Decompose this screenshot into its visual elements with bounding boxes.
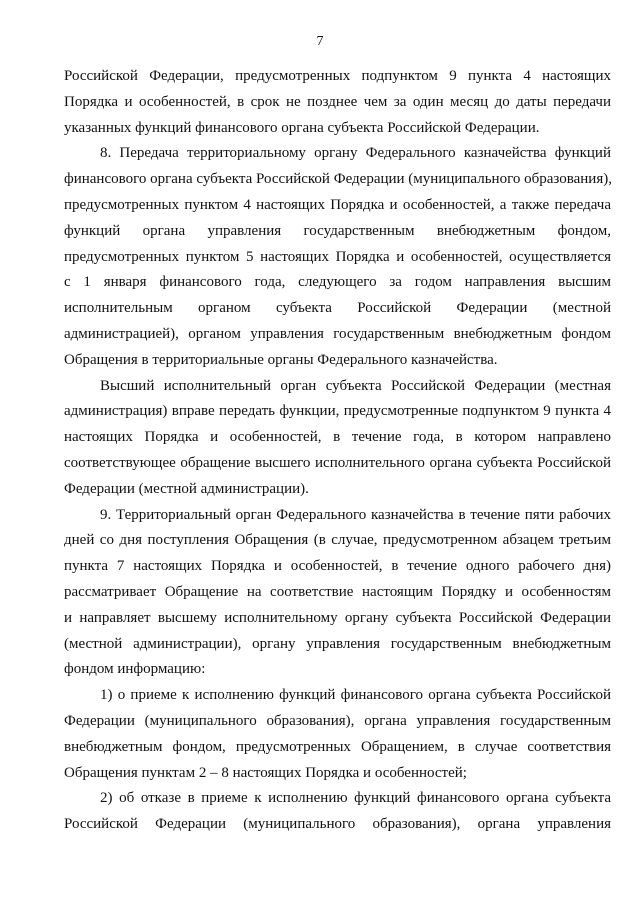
- text-line: Обращения пунктам 2 – 8 настоящих Порядка и особенностей;: [64, 764, 467, 781]
- text-line: 1) о приеме к исполнению функций финансового органа субъекта Российской: [100, 687, 611, 704]
- paragraph-subitem-1: [64, 683, 611, 786]
- paragraph-item-8: [64, 141, 611, 373]
- text-line: указанных функций финансового органа субъекта Российской Федерации.: [64, 119, 540, 136]
- text-line: и направляет высшему исполнительному органу субъекта Российской Федерации: [64, 609, 611, 626]
- text-line: администрацией), органом управления государственным внебюджетным фондом: [64, 325, 611, 342]
- text-line: Обращения в территориальные органы Федерального казначейства.: [64, 351, 498, 368]
- text-line: фондом информацию:: [64, 661, 206, 678]
- text-line: пункта 7 настоящих Порядка и особенностей, в течение одного рабочего дня): [64, 558, 611, 575]
- text-line: 2) об отказе в приеме к исполнению функций финансового органа субъекта: [100, 790, 611, 807]
- text-line: 9. Территориальный орган Федерального казначейства в течение пяти рабочих: [100, 506, 611, 523]
- text-line: с 1 января финансового года, следующего за годом направления высшим: [64, 274, 611, 291]
- text-line: финансового органа субъекта Российской Федерации (муниципального образования),: [64, 171, 612, 188]
- text-line: Порядка и особенностей, в срок не позднее чем за один месяц до даты передачи: [64, 93, 611, 110]
- text-line: предусмотренных пунктом 4 настоящих Порядка и особенностей, а также передача: [64, 196, 611, 213]
- text-line: Федерации (местной администрации).: [64, 480, 309, 497]
- paragraph-continuation: [64, 64, 611, 141]
- text-line: соответствующее обращение высшего исполнительного органа субъекта Российской: [64, 454, 611, 471]
- text-line: предусмотренных пунктом 5 настоящих Порядка и особенностей, осуществляется: [64, 248, 611, 265]
- document-body: [64, 64, 611, 838]
- text-line: (местной администрации), органу управления государственным внебюджетным: [64, 635, 611, 652]
- text-line: внебюджетным фондом, предусмотренных Обращением, в случае соответствия: [64, 738, 611, 755]
- text-line: 8. Передача территориальному органу Федерального казначейства функций: [100, 145, 611, 162]
- text-line: Российской Федерации (муниципального образования), органа управления: [64, 816, 611, 833]
- text-line: администрация) вправе передать функции, предусмотренные подпунктом 9 пункта 4: [64, 403, 611, 420]
- text-line: Высший исполнительный орган субъекта Российской Федерации (местная: [100, 377, 611, 394]
- text-line: Федерации (муниципального образования), органа управления государственным: [64, 712, 611, 729]
- paragraph-subitem-2: [64, 786, 611, 838]
- text-line: функций органа управления государственным внебюджетным фондом,: [64, 222, 611, 239]
- page-number: 7: [316, 34, 324, 49]
- text-line: настоящих Порядка и особенностей, в течение года, в котором направлено: [64, 429, 611, 446]
- text-line: дней со дня поступления Обращения (в случае, предусмотренном абзацем третьим: [64, 532, 611, 549]
- paragraph-item-9: [64, 503, 611, 684]
- paragraph-higher-executive-body: [64, 374, 611, 503]
- text-line: исполнительным органом субъекта Российской Федерации (местной: [64, 300, 611, 317]
- text-line: Российской Федерации, предусмотренных подпунктом 9 пункта 4 настоящих: [64, 68, 611, 84]
- text-line: рассматривает Обращение на соответствие настоящим Порядку и особенностям: [64, 583, 611, 600]
